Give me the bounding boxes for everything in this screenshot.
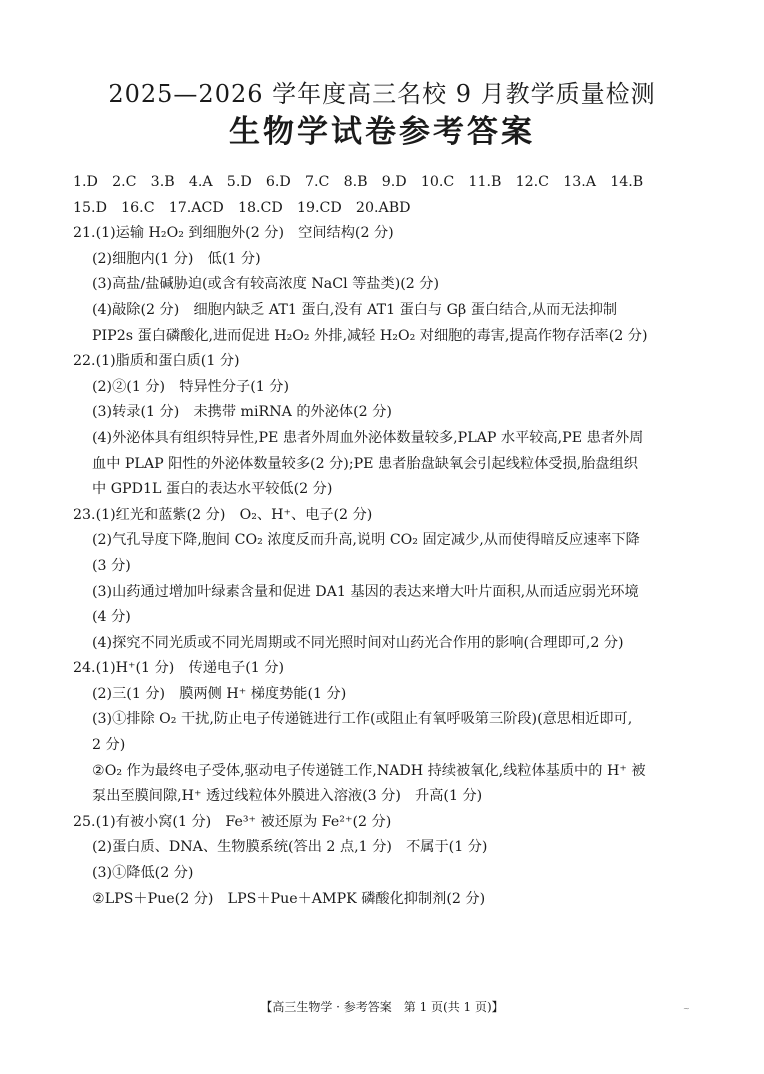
answer-line: PIP2s 蛋白磷酸化,进而促进 H₂O₂ 外排,减轻 H₂O₂ 对细胞的毒害,提高作物存活率(2 分) (92, 327, 648, 344)
answer-line: 21.(1)运输 H₂O₂ 到细胞外(2 分) 空间结构(2 分) (73, 225, 394, 242)
answer-line: (2)蛋白质、DNA、生物膜系统(答出 2 点,1 分) 不属于(1 分) (92, 839, 488, 856)
answer-line: (4)探究不同光质或不同光周期或不同光照时间对山药光合作用的影响(合理即可,2 分) (92, 634, 624, 651)
answer-line: (4 分) (92, 609, 131, 626)
answer-line: 25.(1)有被小窝(1 分) Fe³⁺ 被还原为 Fe²⁺(2 分) (73, 813, 392, 830)
answer-line: (3)转录(1 分) 未携带 miRNA 的外泌体(2 分) (92, 404, 392, 421)
answer-line: 泵出至膜间隙,H⁺ 透过线粒体外膜进入溶液(3 分) 升高(1 分) (92, 788, 483, 805)
answer-line: 22.(1)脂质和蛋白质(1 分) (73, 353, 240, 370)
page-footer: 【高三生物学 · 参考答案 第 1 页(共 1 页)】 (260, 1000, 504, 1014)
answer-line: (3 分) (92, 557, 131, 574)
answer-line: (2)气孔导度下降,胞间 CO₂ 浓度反而升高,说明 CO₂ 固定减少,从而使得暗反应速率下降 (92, 532, 640, 549)
answer-line: (2)②(1 分) 特异性分子(1 分) (92, 378, 289, 395)
answer-line: (4)敲除(2 分) 细胞内缺乏 AT1 蛋白,没有 AT1 蛋白与 Gβ 蛋白结合,从而无法抑制 (92, 301, 618, 318)
answer-line: (3)①排除 O₂ 干扰,防止电子传递链进行工作(或阻止有氧呼吸第三阶段)(意思相近即可, (92, 711, 633, 728)
corner-mark: ~ (683, 1004, 690, 1013)
answer-line: 2 分) (92, 737, 126, 754)
answer-line: (2)三(1 分) 膜两侧 H⁺ 梯度势能(1 分) (92, 685, 347, 702)
answer-line: (4)外泌体具有组织特异性,PE 患者外周血外泌体数量较多,PLAP 水平较高,PE 患者外周 (92, 429, 644, 446)
answer-line: (3)高盐/盐碱胁迫(或含有较高浓度 NaCl 等盐类)(2 分) (92, 276, 440, 293)
answer-line: (2)细胞内(1 分) 低(1 分) (92, 250, 261, 267)
answer-line: 23.(1)红光和蓝紫(2 分) O₂、H⁺、电子(2 分) (73, 506, 373, 523)
answer-line: 1.D 2.C 3.B 4.A 5.D 6.D 7.C 8.B 9.D 10.C 11.B 12.C 13.A 14.B (73, 174, 644, 190)
answer-line: ②LPS＋Pue(2 分) LPS＋Pue＋AMPK 磷酸化抑制剂(2 分) (92, 890, 486, 907)
document-title: 生物学试卷参考答案 (229, 114, 535, 150)
answer-line: 血中 PLAP 阳性的外泌体数量较多(2 分);PE 患者胎盘缺氧会引起线粒体受损,胎盘组织 (92, 455, 638, 472)
answer-body (73, 170, 701, 912)
answer-line: 24.(1)H⁺(1 分) 传递电子(1 分) (73, 660, 285, 677)
answer-line: 中 GPD1L 蛋白的表达水平较低(2 分) (92, 481, 333, 498)
exam-title: 2025—2026 学年度高三名校 9 月教学质量检测 (108, 80, 656, 108)
answer-line: ②O₂ 作为最终电子受体,驱动电子传递链工作,NADH 持续被氧化,线粒体基质中的 H⁺ 被 (92, 762, 646, 779)
answer-line: (3)山药通过增加叶绿素含量和促进 DA1 基因的表达来增大叶片面积,从而适应弱光环境 (92, 583, 639, 600)
answer-line: 15.D 16.C 17.ACD 18.CD 19.CD 20.ABD (73, 199, 411, 216)
answer-line: (3)①降低(2 分) (92, 865, 194, 882)
